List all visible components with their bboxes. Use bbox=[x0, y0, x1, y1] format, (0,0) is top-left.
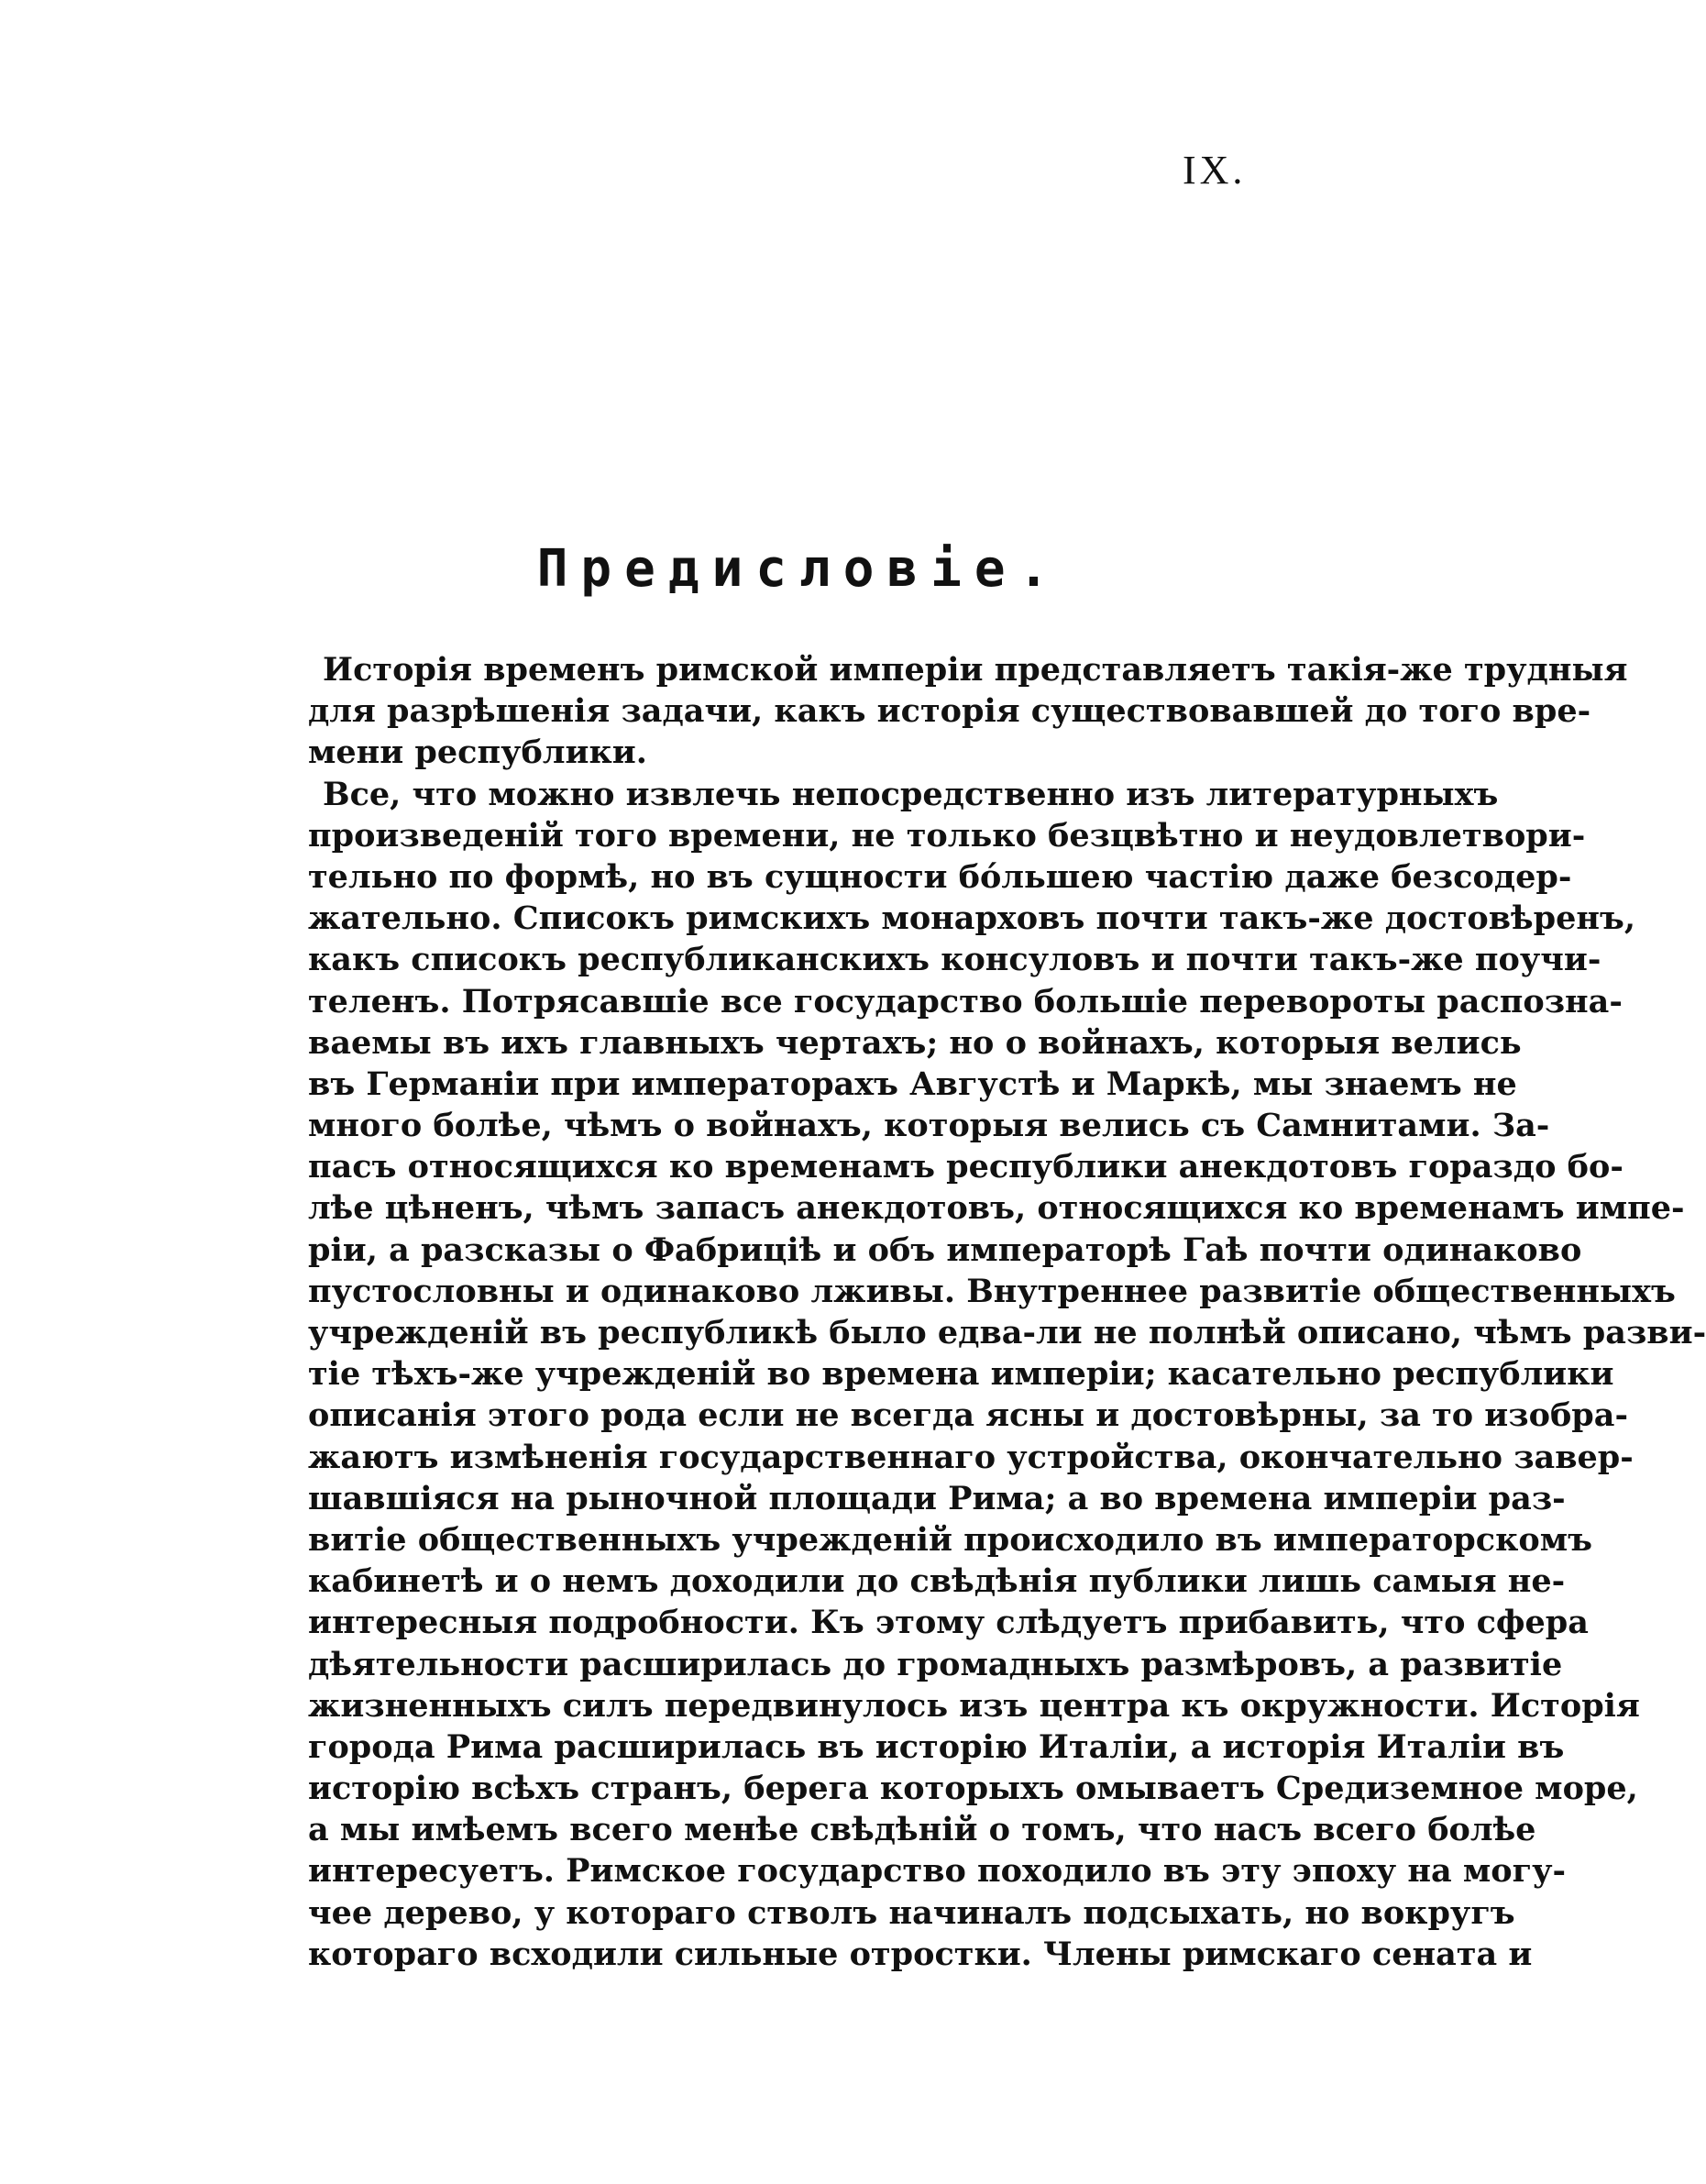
text-line: пустословны и одинаково лживы. Внутреннее развитіе общественныхъ bbox=[308, 1272, 1676, 1310]
text-line: исторію всѣхъ странъ, берега которыхъ омываетъ Средиземное море, bbox=[308, 1770, 1638, 1808]
text-line: котораго всходили сильные отростки. Члены римскаго сената и bbox=[308, 1935, 1533, 1973]
text-line: витіе общественныхъ учрежденій происходило въ императорскомъ bbox=[308, 1520, 1592, 1559]
text-line: дѣятельности расширилась до громадныхъ размѣровъ, а развитіе bbox=[308, 1645, 1563, 1683]
text-line: въ Германіи при императорахъ Августѣ и Маркѣ, мы знаемъ не bbox=[308, 1064, 1517, 1103]
text-line: пасъ относящихся ко временамъ республики анекдотовъ гораздо бо- bbox=[308, 1148, 1623, 1186]
text-line: чее дерево, у котораго стволъ начиналъ подсыхать, но вокругъ bbox=[308, 1893, 1515, 1932]
text-line: ваемы въ ихъ главныхъ чертахъ; но о войнахъ, которыя велись bbox=[308, 1023, 1522, 1062]
text-line: много болѣе, чѣмъ о войнахъ, которыя велись съ Самнитами. За- bbox=[308, 1107, 1550, 1145]
text-line: жизненныхъ силъ передвинулось изъ центра къ окружности. Исторія bbox=[308, 1686, 1640, 1725]
text-line: кабинетѣ и о немъ доходили до свѣдѣнія публики лишь самыя не- bbox=[308, 1562, 1566, 1601]
body-text bbox=[308, 649, 1706, 1975]
text-line: теленъ. Потрясавшіе все государство большіе перевороты распозна- bbox=[308, 982, 1623, 1020]
text-line: мени республики. bbox=[308, 734, 647, 772]
text-line: Исторія временъ римской имперіи представляетъ такія-же трудныя bbox=[323, 651, 1628, 689]
text-line: а мы имѣемъ всего менѣе свѣдѣній о томъ, что насъ всего болѣе bbox=[308, 1811, 1536, 1849]
text-line: Все, что можно извлечь непосредственно изъ литературныхъ bbox=[323, 775, 1499, 813]
text-line: жательно. Списокъ римскихъ монарховъ почти такъ-же достовѣренъ, bbox=[308, 899, 1636, 938]
text-line: интересныя подробности. Къ этому слѣдуетъ прибавить, что сфера bbox=[308, 1604, 1589, 1642]
text-line: ріи, а разсказы о Фабриціѣ и объ императорѣ Гаѣ почти одинаково bbox=[308, 1230, 1582, 1269]
text-line: лѣе цѣненъ, чѣмъ запасъ анекдотовъ, относящихся ко временамъ импе- bbox=[308, 1189, 1685, 1228]
page-title: Предисловіе. bbox=[536, 539, 1062, 599]
text-line: описанія этого рода если не всегда ясны и достовѣрны, за то изобра- bbox=[308, 1396, 1628, 1435]
text-line: жаютъ измѣненія государственнаго устройства, окончательно завер- bbox=[308, 1438, 1634, 1476]
page-number: IX. bbox=[1183, 148, 1247, 193]
text-line: города Рима расширилась въ исторію Италіи, а исторія Италіи въ bbox=[308, 1727, 1565, 1766]
text-line: произведеній того времени, не только безцвѣтно и неудовлетвори- bbox=[308, 816, 1586, 855]
text-line: интересуетъ. Римское государство походило въ эту эпоху на могу- bbox=[308, 1852, 1567, 1891]
text-line: учрежденій въ республикѣ было едва-ли не полнѣй описано, чѣмъ разви- bbox=[308, 1314, 1706, 1351]
text-line: какъ списокъ республиканскихъ консуловъ и почти такъ-же поучи- bbox=[308, 941, 1601, 979]
text-line: шавшіяся на рыночной площади Рима; а во времена имперіи раз- bbox=[308, 1479, 1566, 1517]
text-line: для разрѣшенія задачи, какъ исторія существовавшей до того вре- bbox=[308, 692, 1591, 731]
text-line: тельно по формѣ, но въ сущности бóльшею частію даже безсодер- bbox=[308, 857, 1572, 896]
text-line: тіе тѣхъ-же учрежденій во времена имперіи; касательно республики bbox=[308, 1355, 1614, 1394]
